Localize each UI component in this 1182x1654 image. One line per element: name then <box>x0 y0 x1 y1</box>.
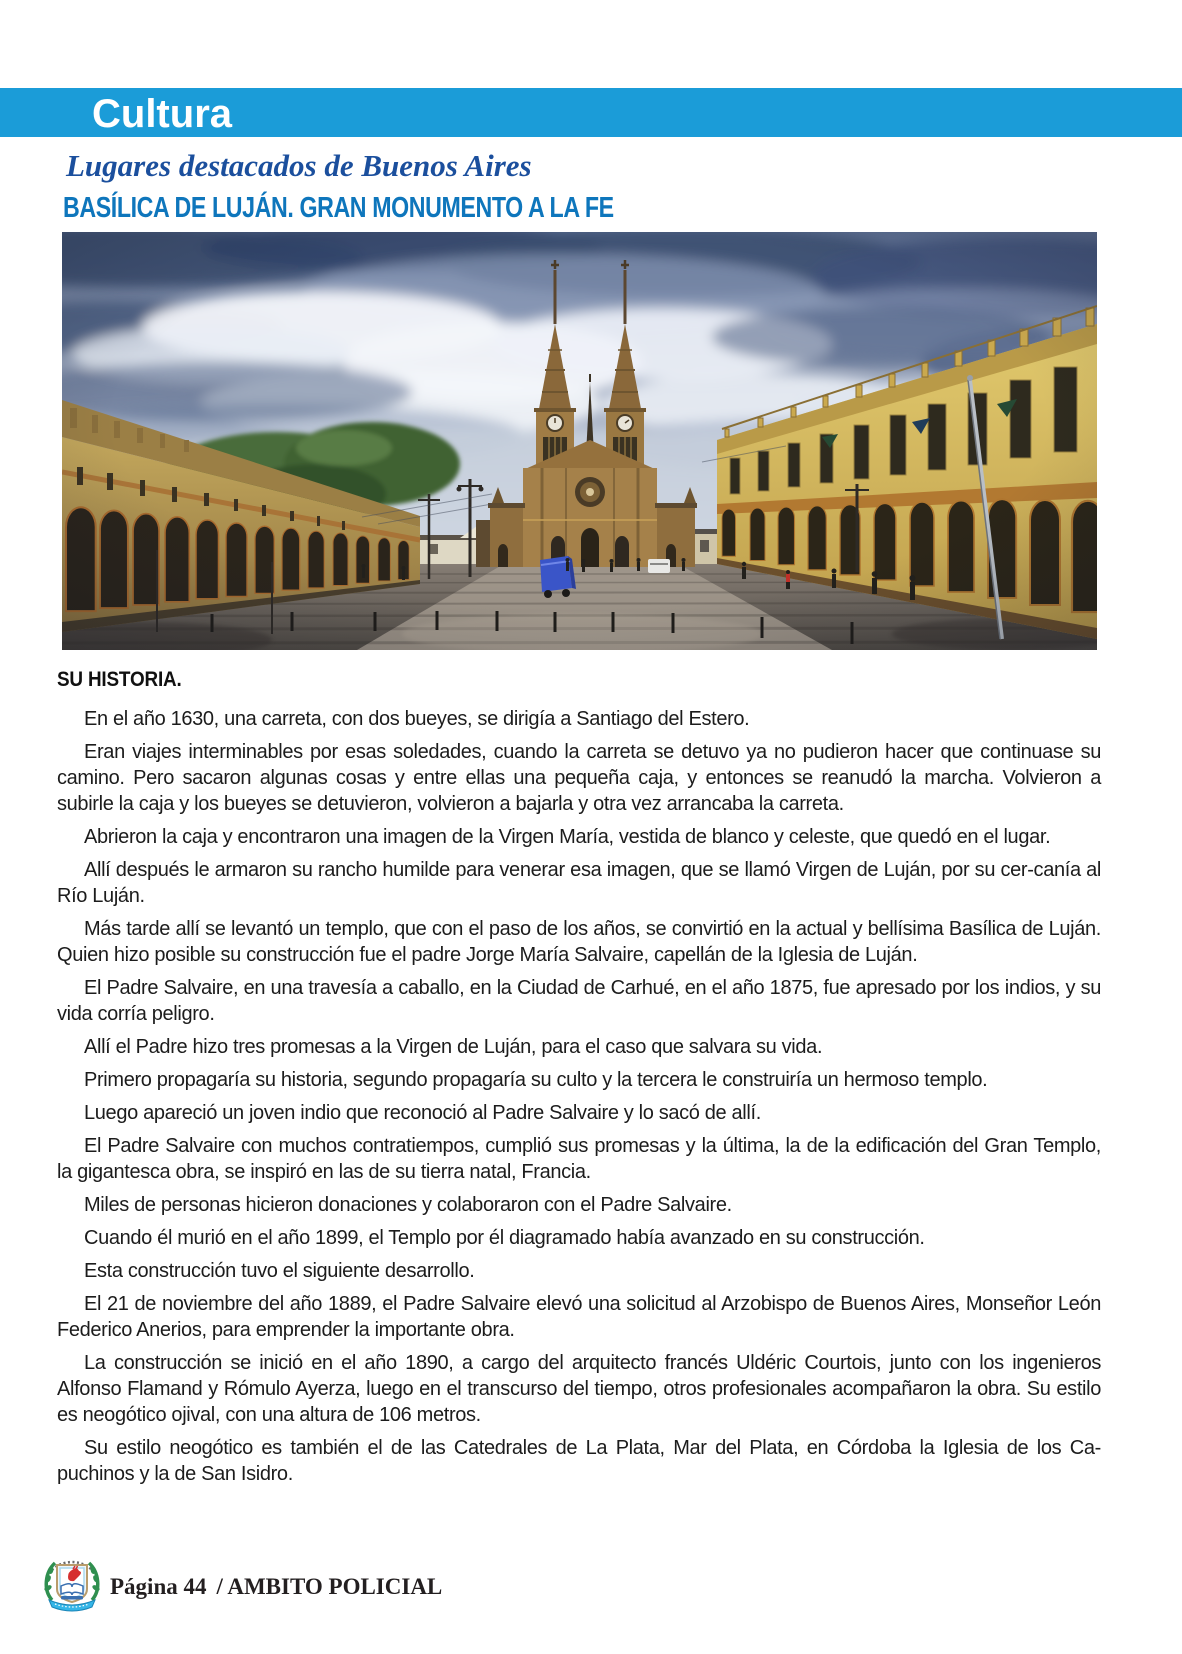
article-headline <box>63 192 751 224</box>
article-headline-text: BASÍLICA DE LUJÁN. GRAN MONUMENTO A LA FE <box>63 192 614 224</box>
footer-text <box>110 1574 442 1600</box>
article-paragraph: Esta construcción tuvo el siguiente desarrollo. <box>84 1260 475 1282</box>
article-paragraph: Luego apareció un joven indio que reconoció al Padre Salvaire y lo sacó de allí. <box>84 1102 761 1124</box>
section-title: Cultura <box>92 92 232 136</box>
article-paragraph: El 21 de noviembre del año 1889, el Padre Salvaire elevó una solicitud al Arzobispo de Buenos Aires, Monseñor León Federico Anerios, para emprender la importante obra. <box>57 1293 1101 1341</box>
photo-vignette <box>62 232 1097 650</box>
article-paragraph: Su estilo neogótico es también el de las Catedrales de La Plata, Mar del Plata, en Córdoba la Iglesia de los Ca-puchinos y la de San Isidro. <box>57 1437 1101 1485</box>
article-paragraph: Eran viajes interminables por esas soledades, cuando la carreta se detuvo ya no pudieron hacer que continuase su camino. Pero sacaron algunas cosas y entre ellas una pequeña caja, y entonces se reanudó la marcha. Volvieron a subirle la caja y los bueyes se detuvieron, volvieron a bajarla y otra vez arrancaba la carreta. <box>57 741 1101 815</box>
publication-crest-icon <box>40 1554 104 1614</box>
publication-name: / AMBITO POLICIAL <box>216 1574 443 1599</box>
article-paragraph: La construcción se inició en el año 1890, a cargo del arquitecto francés Uldéric Courtois, junto con los ingenieros Alfonso Flamand y Rómulo Ayerza, luego en el transcurso del tiempo, otros profesionales acompañaron la obra. Su estilo es neogótico ojival, con una altura de 106 metros. <box>57 1352 1101 1426</box>
article-paragraph: Miles de personas hicieron donaciones y colaboraron con el Padre Salvaire. <box>84 1194 732 1216</box>
article-body <box>57 668 1101 1494</box>
article-paragraph: El Padre Salvaire, en una travesía a caballo, en la Ciudad de Carhué, en el año 1875, fue apresado por los indios, y su vida corría peligro. <box>57 977 1101 1025</box>
article-paragraph: El Padre Salvaire con muchos contratiempos, cumplió sus promesas y la última, la de la edificación del Gran Templo, la gigantesca obra, se inspiró en las de su tierra natal, Francia. <box>57 1135 1101 1183</box>
article-paragraph: Allí después le armaron su rancho humilde para venerar esa imagen, que se llamó Virgen de Luján, por su cer-canía al Río Luján. <box>57 859 1101 907</box>
article-paragraph: Cuando él murió en el año 1899, el Templo por él diagramado había avanzado en su construcción. <box>84 1227 925 1249</box>
article-paragraph: Más tarde allí se levantó un templo, que con el paso de los años, se convirtió en la actual y bellísima Basílica de Luján. Quien hizo posible su construcción fue el padre Jorge María Salvaire, capellán de la Iglesia de Luján. <box>57 918 1101 966</box>
article-section-heading: SU HISTORIA. <box>57 668 182 691</box>
series-title: Lugares destacados de Buenos Aires <box>66 148 532 183</box>
article-paragraph: En el año 1630, una carreta, con dos bueyes, se dirigía a Santiago del Estero. <box>84 708 750 730</box>
page-number-label: Página 44 <box>110 1574 207 1599</box>
basilica-photo <box>62 232 1097 650</box>
article-paragraph: Primero propagaría su historia, segundo propagaría su culto y la tercera le construiría un hermoso templo. <box>84 1069 988 1091</box>
article-paragraph: Allí el Padre hizo tres promesas a la Virgen de Luján, para el caso que salvara su vida. <box>84 1036 823 1058</box>
article-paragraph: Abrieron la caja y encontraron una imagen de la Virgen María, vestida de blanco y celeste, que quedó en el lugar. <box>84 826 1051 848</box>
